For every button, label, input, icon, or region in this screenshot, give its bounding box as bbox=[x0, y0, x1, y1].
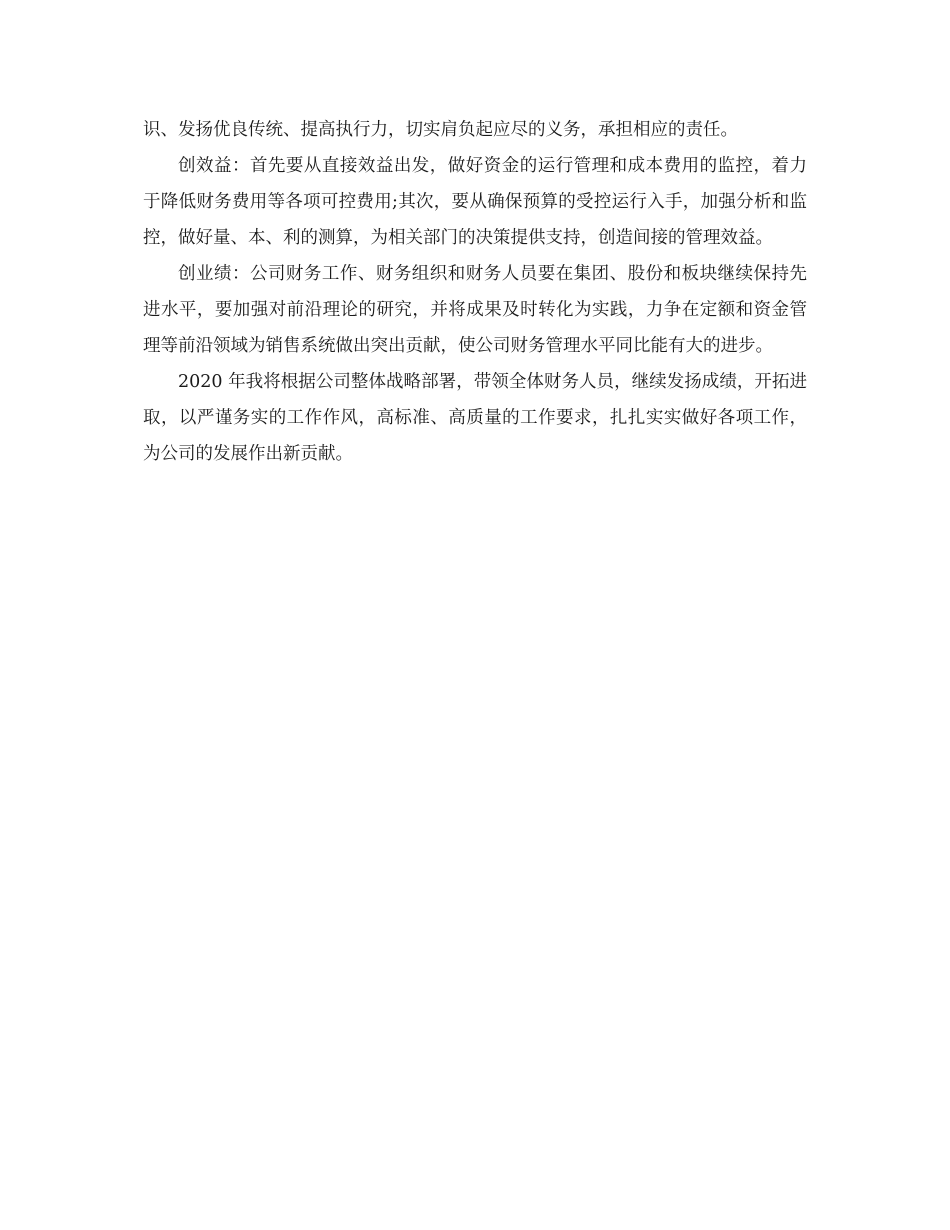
paragraph-create-benefits: 创效益：首先要从直接效益出发，做好资金的运行管理和成本费用的监控，着力于降低财务费用等各项可控费用;其次，要从确保预算的受控运行入手，加强分析和监控，做好量、本、利的测算，为相关部门的决策提供支持，创造间接的管理效益。 bbox=[143, 156, 807, 248]
paragraph-2020-plan: 2020 年我将根据公司整体战略部署，带领全体财务人员，继续发扬成绩，开拓进取，以严谨务实的工作作风，高标准、高质量的工作要求，扎扎实实做好各项工作，为公司的发展作出新贡献。 bbox=[143, 372, 807, 464]
document-body bbox=[143, 112, 807, 472]
paragraph-create-performance: 创业绩：公司财务工作、财务组织和财务人员要在集团、股份和板块继续保持先进水平，要加强对前沿理论的研究，并将成果及时转化为实践，力争在定额和资金管理等前沿领域为销售系统做出突出贡献，使公司财务管理水平同比能有大的进步。 bbox=[143, 264, 807, 356]
paragraph-continuation: 识、发扬优良传统、提高执行力，切实肩负起应尽的义务，承担相应的责任。 bbox=[143, 120, 738, 140]
